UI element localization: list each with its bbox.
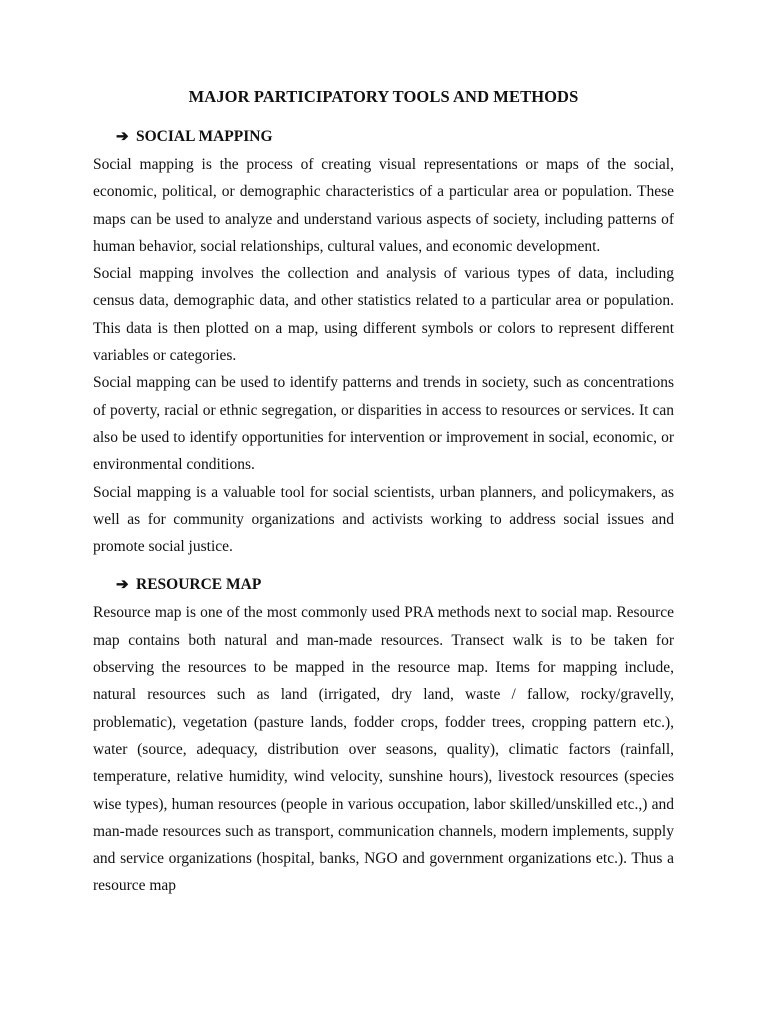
section-heading (93, 574, 674, 596)
paragraph: Social mapping can be used to identify patterns and trends in society, such as concentrations of poverty, racial or ethnic segregation, or disparities in access to resources or services. It can also be used to identify opportunities for intervention or improvement in social, economic, or environmental conditions. (93, 374, 674, 474)
right-arrow-icon: ➔ (116, 129, 129, 145)
section-heading-label: RESOURCE MAP (136, 576, 262, 594)
paragraph: Social mapping involves the collection and analysis of various types of data, including census data, demographic data, and other statistics related to a particular area or population. This data is then plotted on a map, using different symbols or colors to represent different variables or categories. (93, 265, 674, 365)
section-resource-map (93, 574, 674, 899)
document-title: MAJOR PARTICIPATORY TOOLS AND METHODS (188, 87, 579, 106)
section-heading-label: SOCIAL MAPPING (136, 128, 273, 145)
section-heading (93, 126, 674, 148)
paragraph: Resource map is one of the most commonly used PRA methods next to social map. Resource map contains both natural and man-made resources. Transect walk is to be taken for observing the resources to be mapped in the resource map. Items for mapping include, natural resources such as land (irrigated, dry land, waste / fallow, rocky/gravelly, problematic), vegetation (pasture lands, fodder crops, fodder trees, cropping pattern etc.), water (source, adequacy, distribution over seasons, quality), climatic factors (rainfall, temperature, relative humidity, wind velocity, sunshine hours), livestock resources (species wise types), human resources (people in various occupation, labor skilled/unskilled etc.,) and man-made resources such as transport, communication channels, modern implements, supply and service organizations (hospital, banks, NGO and government organizations etc.). Thus a resource map (93, 604, 674, 895)
paragraph: Social mapping is the process of creating visual representations or maps of the social, economic, political, or demographic characteristics of a particular area or population. These maps can be used to analyze and understand various aspects of society, including patterns of human behavior, social relationships, cultural values, and economic development. (93, 156, 674, 255)
section-social-mapping (93, 126, 674, 560)
right-arrow-icon: ➔ (116, 577, 129, 594)
paragraph: Social mapping is a valuable tool for social scientists, urban planners, and policymakers, as well as for community organizations and activists working to address social issues and promote social justice. (93, 483, 674, 556)
